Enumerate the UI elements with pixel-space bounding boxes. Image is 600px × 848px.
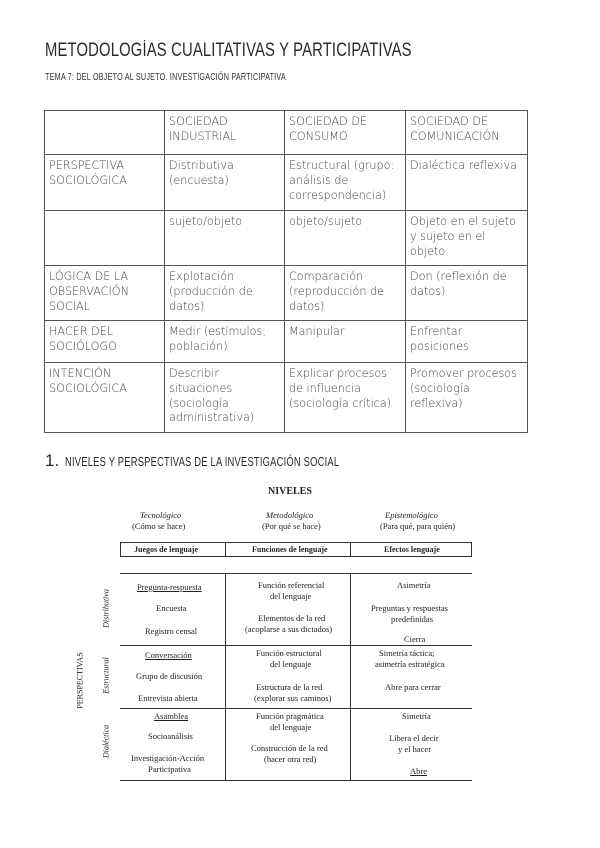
table-cell: objeto/sujeto — [285, 211, 406, 266]
cell-text: Asimetría — [397, 580, 431, 590]
table-cell: Describir situaciones (sociología administrativa) — [165, 363, 285, 433]
table-cell: Medir (estímulos; población) — [165, 321, 285, 363]
cell-text: del lenguaje — [270, 591, 312, 601]
table-cell: sujeto/objeto — [165, 211, 285, 266]
cell-text: Función pragmática — [256, 711, 324, 721]
cell-text: Conversación — [145, 650, 192, 660]
cell-text: (acoplarse a sus dictados) — [245, 624, 333, 634]
perspective-name: Distributiva — [101, 589, 111, 628]
cell-text: predefinidas — [391, 614, 434, 624]
niveles-label: NIVELES — [268, 486, 312, 497]
cell-text: Pregunta-respuesta — [137, 582, 202, 592]
level-question: (Por qué se hace) — [262, 521, 321, 531]
level-question: (Para qué, para quién) — [380, 521, 456, 531]
table-header-cell: SOCIEDAD INDUSTRIAL — [165, 111, 285, 155]
table-cell: Promover procesos (sociología reflexiva) — [406, 363, 528, 433]
table-cell: PERSPECTIVA SOCIOLÓGICA — [45, 155, 165, 211]
cell-text: Simetría táctica; — [379, 648, 435, 658]
cell-text: Socioanálisis — [148, 731, 193, 741]
cell-text: Abre — [410, 766, 427, 776]
cell-text: Construcción de la red — [251, 743, 328, 753]
cell-text: Abre para cerrar — [385, 682, 441, 692]
table-header-cell: SOCIEDAD DE COMUNICACIÓN — [406, 111, 528, 155]
cell-text: Registro censal — [145, 626, 198, 636]
cell-text: Asamblea — [154, 711, 188, 721]
cell-text: Grupo de discusión — [136, 671, 203, 681]
table-cell: Explotación (producción de datos) — [165, 266, 285, 321]
cell-text: del lenguaje — [270, 659, 312, 669]
cell-text: asimetría estratégica — [375, 659, 445, 669]
cell-text: Libera el decir — [389, 733, 439, 743]
cell-text: Encuesta — [156, 603, 187, 613]
level-header: Juegos de lenguaje — [134, 545, 198, 554]
cell-text: (hacer otra red) — [264, 754, 317, 764]
table-cell: Distributiva (encuesta) — [165, 155, 285, 211]
cell-text: del lenguaje — [270, 722, 312, 732]
table-cell: INTENCIÓN SOCIOLÓGICA — [45, 363, 165, 433]
table-header-cell: SOCIEDAD DE CONSUMO — [285, 111, 406, 155]
cell-text: Simetría — [402, 711, 431, 721]
table-cell: Dialéctica reflexiva — [406, 155, 528, 211]
level-name: Epistemológico — [385, 510, 438, 520]
table-cell: Estructural (grupo: análisis de correspondencia) — [285, 155, 406, 211]
table-cell: Enfrentar posiciones — [406, 321, 528, 363]
table-cell: HACER DEL SOCIÓLOGO — [45, 321, 165, 363]
cell-text: Participativa — [148, 764, 191, 774]
cell-text: Elementos de la red — [258, 613, 326, 623]
level-name: Tecnológico — [140, 510, 182, 520]
cell-text: Cierra — [404, 634, 426, 644]
cell-text: Entrevista abierta — [138, 693, 198, 703]
cell-text: y el hacer — [398, 744, 432, 754]
table-cell: Explicar procesos de influencia (sociología crítica) — [285, 363, 406, 433]
level-header: Funciones de lenguaje — [252, 545, 328, 554]
perspective-name: Dialéctica — [101, 724, 111, 759]
section-number: 1. — [45, 451, 60, 470]
table-cell: Comparación (reproducción de datos) — [285, 266, 406, 321]
cell-text: Investigación-Acción — [131, 753, 205, 763]
table-cell: Don (reflexión de datos) — [406, 266, 528, 321]
table-cell: Objeto en el sujeto y sujeto en el objeto — [406, 211, 528, 266]
table-cell: LÓGICA DE LA OBSERVACIÓN SOCIAL — [45, 266, 165, 321]
cell-text: Preguntas y respuestas — [371, 603, 448, 613]
page-subtitle: TEMA 7: DEL OBJETO AL SUJETO. INVESTIGACIÓN PARTICIPATIVA — [45, 72, 286, 83]
cell-text: Función estructural — [256, 648, 322, 658]
perspectivas-label: PERSPECTIVAS — [75, 652, 85, 709]
level-question: (Cómo se hace) — [132, 521, 186, 531]
cell-text: Función referencial — [258, 580, 325, 590]
cell-text: (explorar sus caminos) — [254, 693, 332, 703]
level-name: Metodológico — [266, 510, 314, 520]
cell-text: Estructura de la red — [256, 682, 323, 692]
page-title: METODOLOGÍAS CUALITATIVAS Y PARTICIPATIVAS — [45, 40, 412, 61]
level-header: Efectos lenguaje — [384, 545, 440, 554]
section-title: NIVELES Y PERSPECTIVAS DE LA INVESTIGACIÓN SOCIAL — [65, 454, 340, 469]
perspective-name: Estructural — [101, 657, 111, 694]
table-cell: Manipular — [285, 321, 406, 363]
